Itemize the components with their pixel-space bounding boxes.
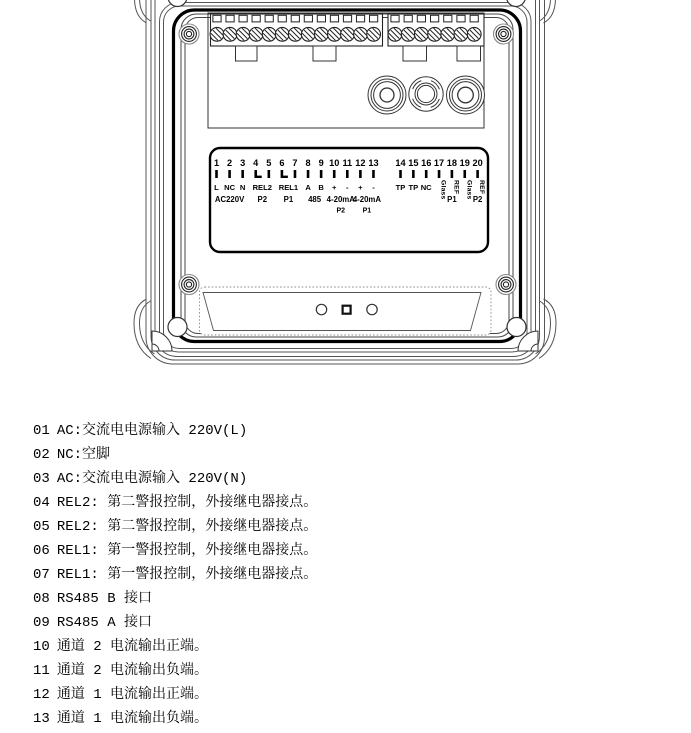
terminal-group-label: P1 bbox=[283, 195, 294, 204]
legend-item-text: REL1: 第一警报控制，外接继电器接点。 bbox=[56, 543, 318, 559]
wire-slot bbox=[317, 15, 325, 22]
cable-gland-left bbox=[368, 76, 406, 114]
terminal-label-rotated: Glass bbox=[465, 180, 473, 200]
terminal-group-label: REL1 bbox=[278, 183, 299, 192]
terminal-number: 1 bbox=[213, 158, 220, 168]
legend-item-number: 12 bbox=[33, 687, 50, 703]
legend-line bbox=[33, 539, 317, 563]
terminal-label-rotated: Glass bbox=[439, 180, 447, 200]
terminal-number: 2 bbox=[227, 158, 233, 168]
terminal-group-label: P2 bbox=[472, 195, 483, 204]
legend-item-number: 03 bbox=[33, 471, 50, 487]
legend-item-text: NC:空脚 bbox=[56, 447, 111, 463]
terminal-number: 11 bbox=[342, 158, 353, 168]
terminal-block-left bbox=[210, 14, 382, 46]
terminal-group-label: 485 bbox=[308, 195, 322, 204]
legend-item-text: RS485 B 接口 bbox=[56, 591, 153, 607]
terminal-group-label: P2 bbox=[257, 195, 268, 204]
block-mounting-tab bbox=[313, 46, 336, 61]
legend-line bbox=[33, 443, 317, 467]
wire-slot bbox=[470, 15, 478, 22]
legend-line bbox=[33, 419, 317, 443]
indicator-square bbox=[343, 306, 351, 314]
terminal-label: A bbox=[305, 183, 311, 192]
legend-line bbox=[33, 611, 317, 635]
wire-slot bbox=[330, 15, 338, 22]
terminal-label: - bbox=[372, 183, 375, 192]
terminal-number: 18 bbox=[446, 158, 458, 168]
legend-line bbox=[33, 659, 317, 683]
terminal-group-label: 4-20mA bbox=[326, 195, 355, 204]
indicator-hole-left bbox=[316, 304, 326, 314]
wire-slot bbox=[252, 15, 260, 22]
legend-item-number: 01 bbox=[33, 423, 50, 439]
terminal-label: - bbox=[346, 183, 349, 192]
terminal-label-rotated: REF bbox=[452, 180, 460, 195]
terminal-group-label: P1 bbox=[362, 207, 372, 215]
legend-line bbox=[33, 683, 317, 707]
legend-item-number: 05 bbox=[33, 519, 50, 535]
block-mounting-tab bbox=[236, 46, 258, 61]
legend-line bbox=[33, 707, 317, 731]
terminal-legend bbox=[33, 419, 317, 731]
legend-item-text: 通道 1 电流输出正端。 bbox=[56, 687, 209, 703]
legend-item-number: 08 bbox=[33, 591, 50, 607]
wire-slot bbox=[291, 15, 299, 22]
terminal-group-label: AC220V bbox=[214, 195, 245, 204]
legend-item-number: 10 bbox=[33, 639, 50, 655]
terminal-number: 12 bbox=[355, 158, 366, 168]
legend-item-number: 11 bbox=[33, 663, 50, 679]
wire-slot bbox=[370, 15, 378, 22]
terminal-number: 15 bbox=[408, 158, 419, 168]
terminal-label: NC bbox=[224, 183, 236, 192]
legend-line bbox=[33, 467, 317, 491]
wire-slot bbox=[343, 15, 351, 22]
indicator-leds bbox=[316, 304, 377, 314]
legend-item-number: 06 bbox=[33, 543, 50, 559]
wire-slot bbox=[239, 15, 247, 22]
legend-item-text: REL2: 第二警报控制，外接继电器接点。 bbox=[56, 519, 318, 535]
legend-item-text: REL2: 第二警报控制，外接继电器接点。 bbox=[56, 495, 318, 511]
legend-line bbox=[33, 563, 317, 587]
legend-line bbox=[33, 635, 317, 659]
terminal-number: 20 bbox=[472, 158, 483, 168]
terminal-number: 16 bbox=[421, 158, 432, 168]
indicator-hole-right bbox=[367, 304, 377, 314]
legend-line bbox=[33, 491, 317, 515]
wire-slot bbox=[213, 15, 221, 22]
terminal-number: 8 bbox=[305, 158, 311, 168]
terminal-group-label: P2 bbox=[336, 207, 346, 215]
terminal-group-label: REL2 bbox=[252, 183, 272, 192]
wire-slot bbox=[444, 15, 452, 22]
wire-slot bbox=[356, 15, 364, 22]
wire-slot bbox=[265, 15, 273, 22]
terminal-number: 6 bbox=[279, 158, 285, 168]
screw-boss bbox=[179, 24, 199, 44]
legend-line bbox=[33, 515, 317, 539]
terminal-group-label: P1 bbox=[447, 195, 457, 204]
terminal-number: 14 bbox=[395, 158, 406, 168]
terminal-label: + bbox=[332, 183, 337, 192]
legend-item-text: 通道 2 电流输出负端。 bbox=[56, 663, 209, 679]
wire-slot bbox=[431, 15, 439, 22]
legend-item-text: 通道 1 电流输出负端。 bbox=[56, 711, 209, 727]
legend-item-number: 07 bbox=[33, 567, 50, 583]
wire-slot bbox=[226, 15, 234, 22]
legend-item-number: 09 bbox=[33, 615, 50, 631]
wire-slot bbox=[391, 15, 399, 22]
terminal-label: TP bbox=[395, 183, 406, 192]
terminal-label: + bbox=[358, 183, 363, 192]
screw-boss bbox=[179, 275, 199, 295]
terminal-label: L bbox=[214, 183, 219, 192]
wire-slot bbox=[304, 15, 312, 22]
terminal-label: B bbox=[318, 183, 324, 192]
terminal-block-right bbox=[388, 14, 484, 46]
wire-slot bbox=[457, 15, 465, 22]
terminal-label-rotated: REF bbox=[478, 180, 486, 195]
legend-item-number: 04 bbox=[33, 495, 50, 511]
terminal-label: TP bbox=[408, 183, 419, 192]
terminal-number: 17 bbox=[433, 158, 445, 168]
wire-slot bbox=[417, 15, 425, 22]
legend-line bbox=[33, 587, 317, 611]
terminal-number: 13 bbox=[368, 158, 379, 168]
wire-slot bbox=[404, 15, 412, 22]
legend-item-text: REL1: 第一警报控制，外接继电器接点。 bbox=[56, 567, 318, 583]
legend-item-text: 通道 2 电流输出正端。 bbox=[56, 639, 209, 655]
terminal-label: NC bbox=[420, 183, 432, 192]
terminal-label: N bbox=[239, 183, 246, 192]
legend-item-text: AC:交流电电源输入 220V(N) bbox=[56, 471, 248, 487]
terminal-number: 4 bbox=[253, 158, 259, 168]
terminal-number: 5 bbox=[266, 158, 272, 168]
screw-boss bbox=[496, 275, 516, 295]
screw-boss bbox=[494, 24, 514, 44]
terminal-number: 19 bbox=[459, 158, 470, 168]
terminal-number: 9 bbox=[318, 158, 324, 168]
terminal-number: 10 bbox=[329, 158, 340, 168]
block-mounting-tab bbox=[457, 46, 481, 61]
legend-item-number: 13 bbox=[33, 711, 50, 727]
legend-item-text: AC:交流电电源输入 220V(L) bbox=[56, 423, 248, 439]
cable-gland-right bbox=[447, 76, 485, 114]
terminal-group-label: 4-20mA bbox=[352, 195, 382, 204]
legend-item-text: RS485 A 接口 bbox=[56, 615, 153, 631]
legend-item-number: 02 bbox=[33, 447, 50, 463]
wire-slot bbox=[278, 15, 286, 22]
block-mounting-tab bbox=[403, 46, 427, 61]
terminal-number: 3 bbox=[240, 158, 246, 168]
terminal-number: 7 bbox=[292, 158, 298, 168]
